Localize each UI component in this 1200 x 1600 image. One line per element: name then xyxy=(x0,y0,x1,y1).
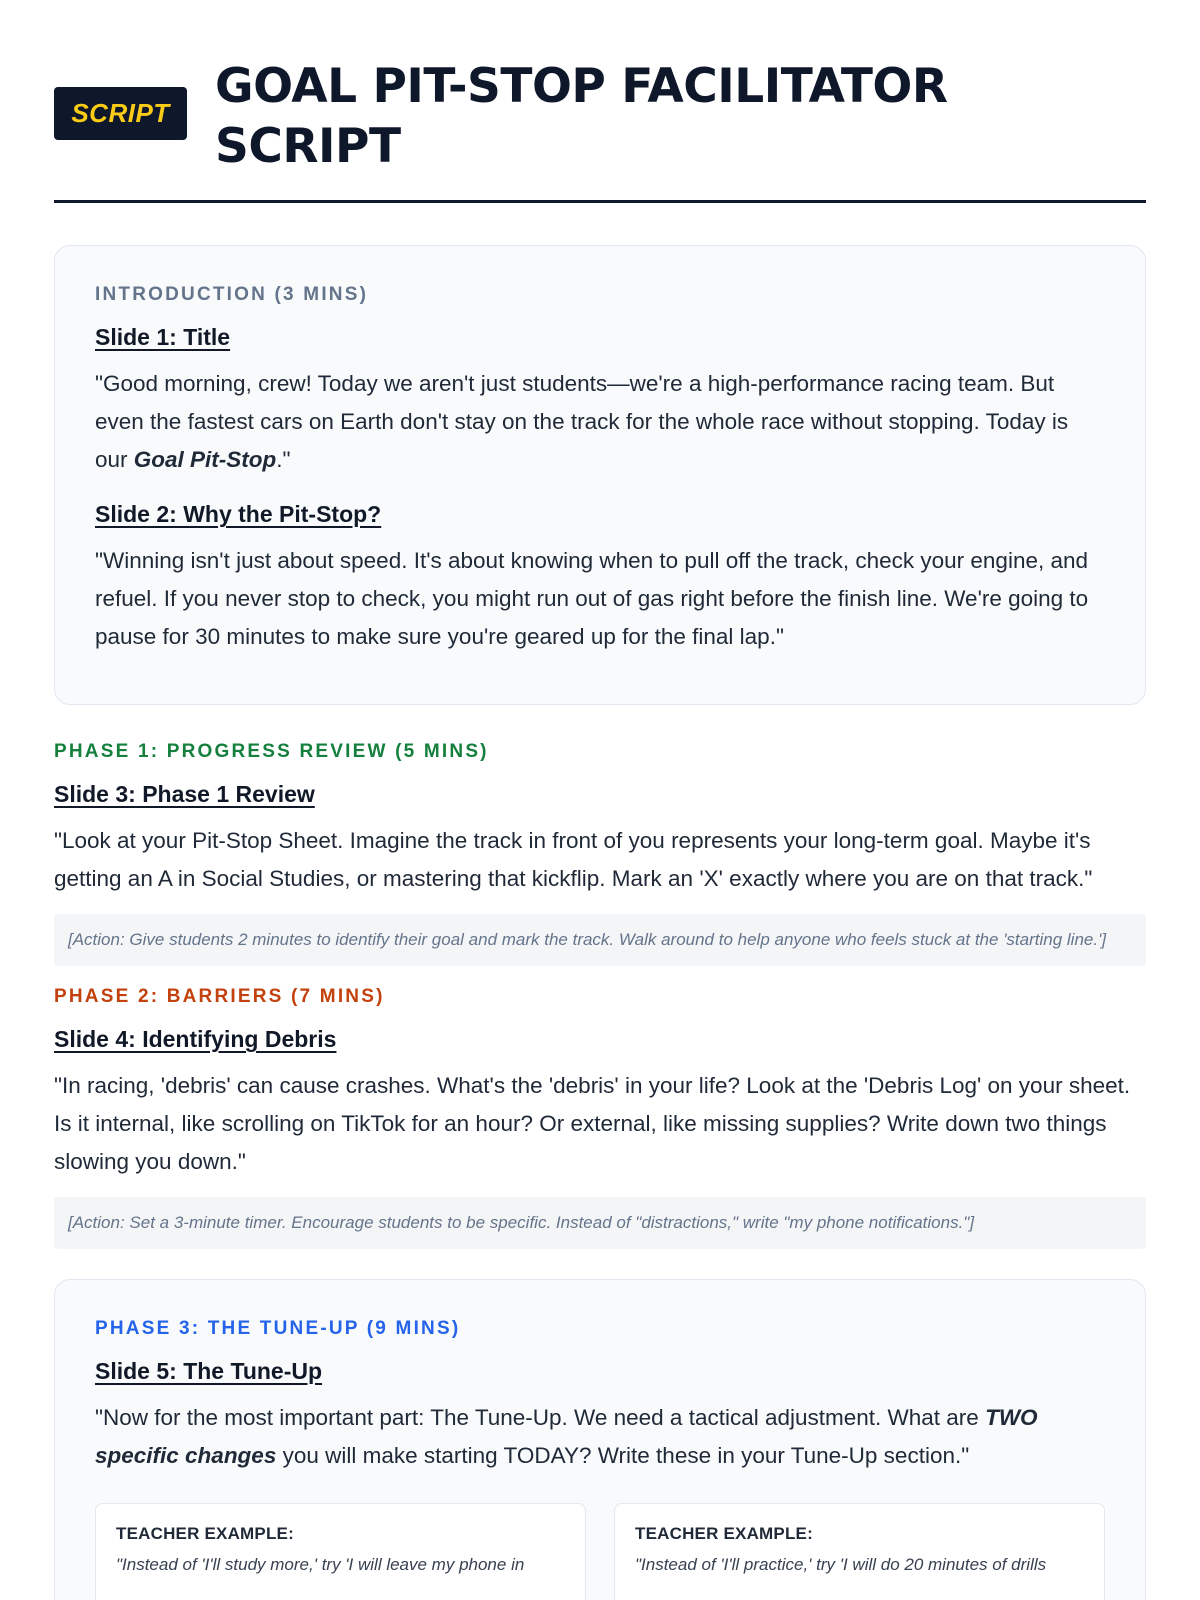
slide-5-quote-end: you will make starting TODAY? Write these in your Tune-Up section." xyxy=(276,1443,970,1468)
slide-1-title: Slide 1: Title xyxy=(95,324,231,350)
phase-3-heading: PHASE 3: THE TUNE-UP (9 MINS) xyxy=(95,1318,461,1339)
phase-3-card xyxy=(54,1279,1146,1600)
phase-2-heading: PHASE 2: BARRIERS (7 MINS) xyxy=(54,986,385,1007)
slide-4-quote: "In racing, 'debris' can cause crashes. What's the 'debris' in your life? Look at the 'Debris Log' on your sheet. Is it internal, like scrolling on TikTok for an hour? Or external, like missing supplies? Write down two things slowing you down." xyxy=(54,1073,1131,1174)
slide-5-quote-emphasis: TWO specific changes xyxy=(95,1405,1038,1468)
phase-1-section xyxy=(54,741,1146,966)
page-title-line-2: SCRIPT xyxy=(215,119,401,174)
teacher-example-label: TEACHER EXAMPLE: xyxy=(635,1524,813,1543)
teacher-example-label: TEACHER EXAMPLE: xyxy=(116,1524,294,1543)
slide-2-quote: "Winning isn't just about speed. It's about knowing when to pull off the track, check your engine, and refuel. If you never stop to check, you might run out of gas right before the finish line. We're going to pause for 30 minutes to make sure you're geared up for the final lap." xyxy=(95,548,1089,649)
slide-2-title: Slide 2: Why the Pit-Stop? xyxy=(95,501,382,527)
phase-2-section xyxy=(54,986,1146,1249)
introduction-card xyxy=(54,245,1146,705)
teacher-example-card xyxy=(95,1503,586,1600)
phase-1-action-note: [Action: Give students 2 minutes to identify their goal and mark the track. Walk around to help anyone who feels stuck at the 'starting line.'] xyxy=(54,914,1146,966)
slide-3-quote: "Look at your Pit-Stop Sheet. Imagine the track in front of you represents your long-term goal. Maybe it's getting an A in Social Studies, or mastering that kickflip. Mark an 'X' exactly where you are on that track." xyxy=(54,828,1093,891)
slide-1-quote xyxy=(95,365,1105,479)
page-header xyxy=(54,0,1146,203)
page-title-line-1: GOAL PIT-STOP FACILITATOR xyxy=(215,59,948,114)
script-badge: SCRIPT xyxy=(54,87,187,140)
teacher-example-text: "Instead of 'I'll study more,' try 'I will leave my phone in xyxy=(116,1555,525,1574)
phase-1-heading: PHASE 1: PROGRESS REVIEW (5 MINS) xyxy=(54,741,489,762)
teacher-examples xyxy=(95,1503,1105,1600)
slide-5-quote xyxy=(95,1399,1105,1475)
slide-4-title: Slide 4: Identifying Debris xyxy=(54,1026,337,1052)
teacher-example-card xyxy=(614,1503,1105,1600)
script-page xyxy=(54,0,1146,1600)
slide-1-quote-end: ." xyxy=(276,447,291,472)
slide-5-title: Slide 5: The Tune-Up xyxy=(95,1358,323,1384)
introduction-heading: INTRODUCTION (3 MINS) xyxy=(95,284,369,305)
slide-3-title: Slide 3: Phase 1 Review xyxy=(54,781,315,807)
slide-1-quote-emphasis: Goal Pit-Stop xyxy=(133,447,277,472)
page-title xyxy=(215,57,948,177)
phase-2-action-note: [Action: Set a 3-minute timer. Encourage students to be specific. Instead of "distractions," write "my phone notifications."] xyxy=(54,1197,1146,1249)
teacher-example-text: "Instead of 'I'll practice,' try 'I will do 20 minutes of drills xyxy=(635,1555,1047,1574)
slide-1-quote-start: "Good morning, crew! Today we aren't just students—we're a high-performance racing team. But even the fastest cars on Earth don't stay on the track for the whole race without stopping. Today is our xyxy=(95,371,1069,472)
slide-5-quote-start: "Now for the most important part: The Tune-Up. We need a tactical adjustment. What are xyxy=(95,1405,986,1430)
